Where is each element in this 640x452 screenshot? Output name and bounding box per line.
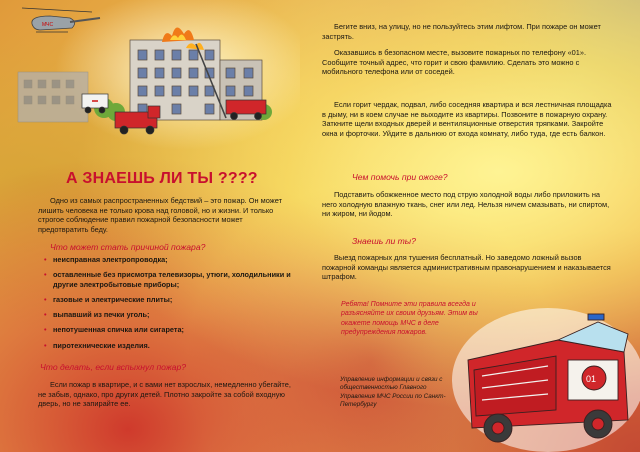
list-item: • неисправная электропроводка; [44, 255, 168, 264]
fire-section [38, 380, 292, 409]
list-item: • газовые и электрические плиты; [44, 294, 173, 304]
department-signature: Управление информации и связи с общественностью Главного Управления МЧС России по Санкт-Петербургу [340, 376, 446, 409]
bullet-icon: • [44, 325, 47, 335]
bullet-icon: • [44, 340, 47, 350]
burn-title: Чем помочь при ожоге? [352, 172, 448, 182]
reminder-note: Ребята! Помните эти правила всегда и разъясняйте их своим друзьям. Этим вы окажете помощь МЧС в деле предупреждения пожаров. [341, 301, 478, 336]
bullet-icon: • [44, 270, 47, 280]
list-item: • пиротехнические изделия. [44, 340, 150, 350]
fire-illustration [0, 0, 300, 160]
fire-title: Что делать, если вспыхнул пожар? [40, 362, 187, 372]
list-item: • выпавший из печки уголь; [44, 310, 150, 320]
svg-text:МЧС: МЧС [42, 22, 54, 28]
right-section [322, 22, 614, 77]
know-paragraph: Выезд пожарных для тушения бесплатный. Но заведомо ложный вызов пожарной команды является административным правонарушением и наказывается штрафом. [322, 253, 611, 282]
right-paragraph-1: Бегите вниз, на улицу, но не пользуйтесь этим лифтом. При пожаре он может застрять. [322, 22, 601, 41]
svg-text:01: 01 [586, 374, 597, 384]
intro-paragraph: Одно из самых распространенных бедствий – это пожар. Он может лишить человека не только крова над головой, но и жизни. И только строгое соблюдение правил пожарной безопасности может предотвратить беду. [38, 196, 282, 234]
right-paragraph-2: Оказавшись в безопасном месте, вызовите пожарных по телефону «01». Сообщите точный адрес, что горит и свою фамилию. Сделать это можно с мобильного телефона или от соседей. [322, 48, 587, 77]
page-heading: А ЗНАЕШЬ ЛИ ТЫ ???? [66, 170, 258, 187]
intro-text [38, 196, 292, 234]
causes-title: Что может стать причиной пожара? [50, 242, 206, 252]
list-item: • оставленные без присмотра телевизоры, утюги, холодильники и другие электробытовые приборы; [44, 270, 291, 289]
causes-list [44, 255, 304, 356]
distant-building [18, 72, 88, 122]
right-paragraph-3: Если горит чердак, подвал, либо соседняя квартира и вся лестничная площадка в дыму, ни в коем случае не выходите из квартиры. Позвоните в пожарную охрану. Заткните щели входных дверей и вентиляционные отверстия тряпками. Закройте окна и форточки. Уйдите в дальнюю от входа комнату, либо туда, где есть балкон. [322, 100, 612, 138]
right-section-3 [322, 100, 614, 138]
burn-paragraph: Подставить обожженное место под струю холодной воды либо приложить на него холодную влажную ткань, снег или лед. Нельзя ничем смазывать, ни спиртом, ни жиром, ни йодом. [322, 190, 610, 219]
bullet-icon: • [44, 294, 47, 304]
burn-section [322, 190, 614, 219]
list-item: • непотушенная спичка или сигарета; [44, 325, 184, 335]
know-section [322, 253, 614, 282]
know-title: Знаешь ли ты? [352, 236, 416, 246]
bullet-icon: • [44, 310, 47, 320]
bullet-icon: • [44, 255, 47, 264]
fire-paragraph: Если пожар в квартире, и с вами нет взрослых, немедленно убегайте, не забыв, однако, про других детей. Плотно закройте за собой входную дверь, но не запирайте ее. [38, 380, 291, 409]
